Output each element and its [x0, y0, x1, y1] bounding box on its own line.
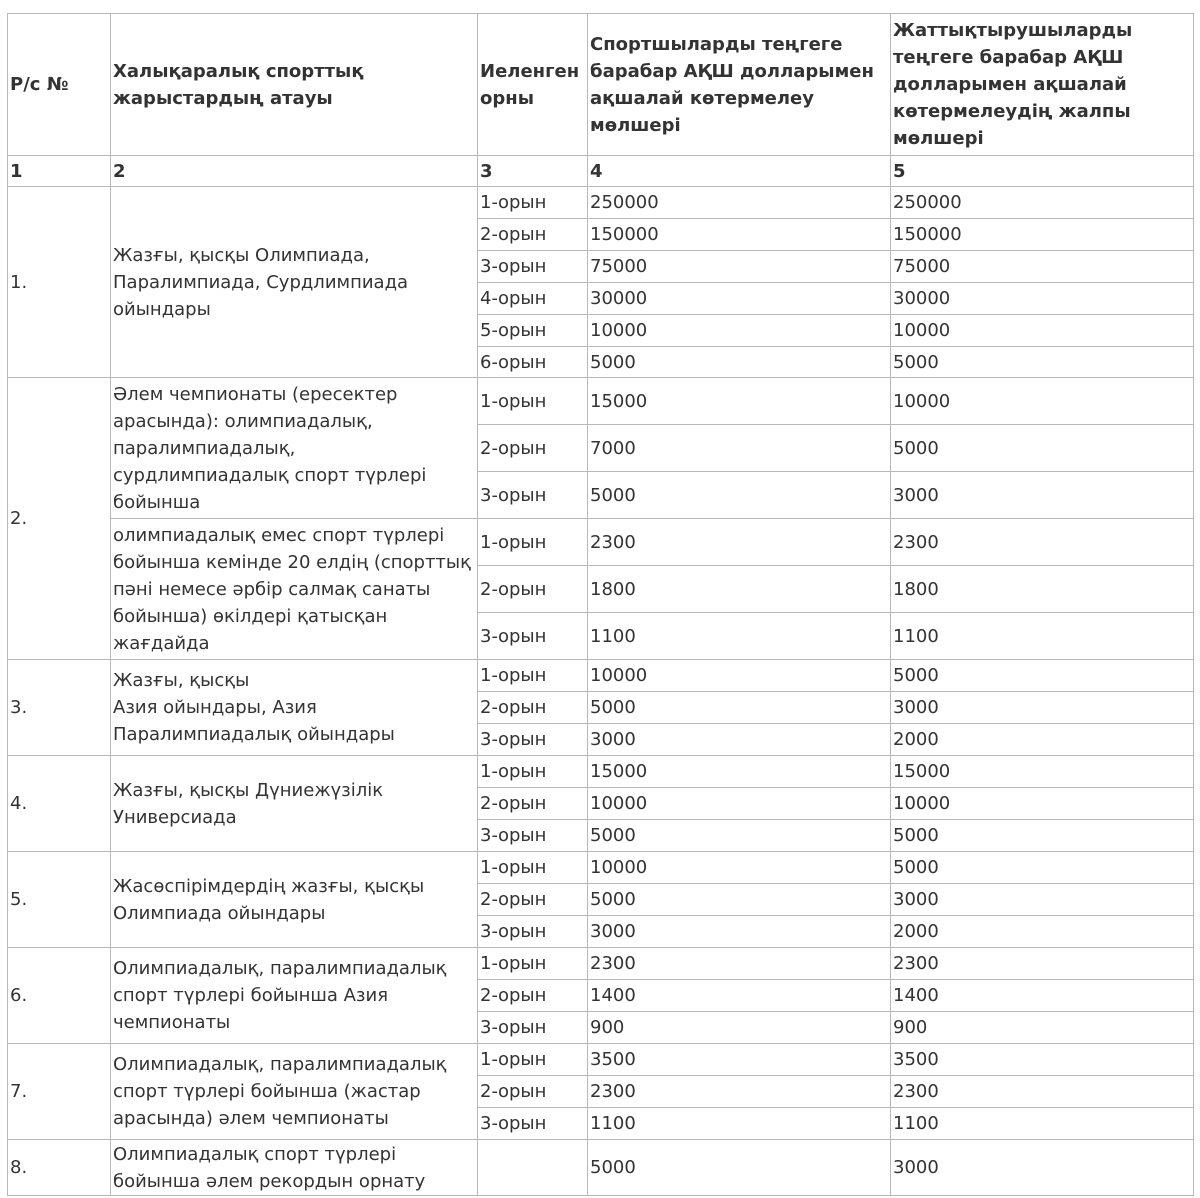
column-number: 1 — [8, 156, 111, 187]
athlete-award-cell: 1400 — [588, 980, 891, 1012]
coach-award-cell: 2300 — [891, 948, 1194, 980]
coach-award-cell: 1400 — [891, 980, 1194, 1012]
table-row — [8, 1140, 1194, 1196]
row-number: 8. — [8, 1140, 111, 1196]
row-number: 5. — [8, 852, 111, 948]
athlete-award-cell: 3000 — [588, 724, 891, 756]
athlete-award-cell: 5000 — [588, 884, 891, 916]
place-cell: 1-орын — [478, 660, 588, 692]
competition-name: Жазғы, қысқы Дүниежүзілік Универсиада — [111, 756, 478, 852]
athlete-award-cell: 250000 — [588, 187, 891, 219]
column-number: 3 — [478, 156, 588, 187]
place-cell: 1-орын — [478, 852, 588, 884]
coach-award-cell: 1100 — [891, 1108, 1194, 1140]
place-cell: 2-орын — [478, 219, 588, 251]
header-athlete-award: Спортшыларды теңгеге барабар АҚШ долларымен ақшалай көтермелеу мөлшері — [588, 14, 891, 156]
place-cell: 3-орын — [478, 613, 588, 660]
competition-name: Жазғы, қысқы Азия ойындары, Азия Паралимпиадалық ойындары — [111, 660, 478, 756]
column-number: 5 — [891, 156, 1194, 187]
athlete-award-cell: 1800 — [588, 566, 891, 613]
coach-award-cell: 250000 — [891, 187, 1194, 219]
coach-award-cell: 1800 — [891, 566, 1194, 613]
athlete-award-cell: 2300 — [588, 1076, 891, 1108]
athlete-award-cell: 15000 — [588, 378, 891, 425]
coach-award-cell: 150000 — [891, 219, 1194, 251]
row-number: 1. — [8, 187, 111, 378]
row-number: 4. — [8, 756, 111, 852]
table-body — [8, 187, 1194, 1196]
coach-award-cell: 75000 — [891, 251, 1194, 283]
athlete-award-cell: 30000 — [588, 283, 891, 315]
competition-name: Әлем чемпионаты (ересектер арасында): олимпиадалық, паралимпиадалық, сурдлимпиадалық спорт түрлері бойынша — [111, 378, 478, 519]
table-row — [8, 756, 1194, 788]
athlete-award-cell: 75000 — [588, 251, 891, 283]
place-cell: 3-орын — [478, 916, 588, 948]
place-cell: 1-орын — [478, 187, 588, 219]
awards-table — [7, 13, 1194, 1196]
coach-award-cell: 10000 — [891, 788, 1194, 820]
athlete-award-cell: 1100 — [588, 1108, 891, 1140]
athlete-award-cell: 5000 — [588, 692, 891, 724]
competition-name: олимпиадалық емес спорт түрлері бойынша кемінде 20 елдің (спорттық пәні немесе әрбір салмақ санаты бойынша) өкілдері қатысқан жағдайда — [111, 519, 478, 660]
athlete-award-cell: 150000 — [588, 219, 891, 251]
athlete-award-cell: 1100 — [588, 613, 891, 660]
place-cell: 2-орын — [478, 980, 588, 1012]
athlete-award-cell: 7000 — [588, 425, 891, 472]
table-row — [8, 519, 1194, 566]
header-row — [8, 14, 1194, 156]
table-row — [8, 187, 1194, 219]
athlete-award-cell: 5000 — [588, 347, 891, 378]
coach-award-cell: 5000 — [891, 347, 1194, 378]
athlete-award-cell: 3500 — [588, 1044, 891, 1076]
header-place: Иеленген орны — [478, 14, 588, 156]
athlete-award-cell: 10000 — [588, 788, 891, 820]
row-number: 7. — [8, 1044, 111, 1140]
coach-award-cell: 3000 — [891, 692, 1194, 724]
table-row — [8, 948, 1194, 980]
coach-award-cell: 900 — [891, 1012, 1194, 1044]
place-cell: 2-орын — [478, 566, 588, 613]
athlete-award-cell: 10000 — [588, 315, 891, 347]
competition-name: Жазғы, қысқы Олимпиада, Паралимпиада, Сурдлимпиада ойындары — [111, 187, 478, 378]
place-cell: 3-орын — [478, 251, 588, 283]
place-cell — [478, 1140, 588, 1196]
place-cell: 4-орын — [478, 283, 588, 315]
table-row — [8, 660, 1194, 692]
place-cell: 1-орын — [478, 519, 588, 566]
place-cell: 2-орын — [478, 884, 588, 916]
coach-award-cell: 10000 — [891, 315, 1194, 347]
coach-award-cell: 5000 — [891, 820, 1194, 852]
place-cell: 2-орын — [478, 788, 588, 820]
place-cell: 1-орын — [478, 948, 588, 980]
athlete-award-cell: 2300 — [588, 519, 891, 566]
athlete-award-cell: 10000 — [588, 660, 891, 692]
place-cell: 3-орын — [478, 472, 588, 519]
place-cell: 6-орын — [478, 347, 588, 378]
place-cell: 5-орын — [478, 315, 588, 347]
competition-name: Жасөспірімдердің жазғы, қысқы Олимпиада ойындары — [111, 852, 478, 948]
column-number-row — [8, 156, 1194, 187]
athlete-award-cell: 900 — [588, 1012, 891, 1044]
coach-award-cell: 1100 — [891, 613, 1194, 660]
athlete-award-cell: 5000 — [588, 472, 891, 519]
coach-award-cell: 3000 — [891, 884, 1194, 916]
athlete-award-cell: 5000 — [588, 1140, 891, 1196]
header-competition-name: Халықаралық спорттық жарыстардың атауы — [111, 14, 478, 156]
place-cell: 3-орын — [478, 1108, 588, 1140]
table-row — [8, 378, 1194, 425]
competition-name: Олимпиадалық спорт түрлері бойынша әлем рекордын орнату — [111, 1140, 478, 1196]
athlete-award-cell: 10000 — [588, 852, 891, 884]
coach-award-cell: 5000 — [891, 425, 1194, 472]
header-coach-award: Жаттықтырушыларды теңгеге барабар АҚШ долларымен ақшалай көтермелеудің жалпы мөлшері — [891, 14, 1194, 156]
coach-award-cell: 15000 — [891, 756, 1194, 788]
place-cell: 1-орын — [478, 756, 588, 788]
place-cell: 1-орын — [478, 1044, 588, 1076]
coach-award-cell: 2300 — [891, 1076, 1194, 1108]
athlete-award-cell: 3000 — [588, 916, 891, 948]
coach-award-cell: 5000 — [891, 852, 1194, 884]
athlete-award-cell: 15000 — [588, 756, 891, 788]
coach-award-cell: 3500 — [891, 1044, 1194, 1076]
place-cell: 2-орын — [478, 692, 588, 724]
athlete-award-cell: 2300 — [588, 948, 891, 980]
coach-award-cell: 5000 — [891, 660, 1194, 692]
competition-name: Олимпиадалық, паралимпиадалық спорт түрлері бойынша (жастар арасында) әлем чемпионаты — [111, 1044, 478, 1140]
row-number: 6. — [8, 948, 111, 1044]
competition-name: Олимпиадалық, паралимпиадалық спорт түрлері бойынша Азия чемпионаты — [111, 948, 478, 1044]
coach-award-cell: 3000 — [891, 1140, 1194, 1196]
table-row — [8, 1044, 1194, 1076]
row-number: 2. — [8, 378, 111, 660]
place-cell: 2-орын — [478, 1076, 588, 1108]
coach-award-cell: 3000 — [891, 472, 1194, 519]
place-cell: 3-орын — [478, 820, 588, 852]
coach-award-cell: 2000 — [891, 916, 1194, 948]
column-number: 2 — [111, 156, 478, 187]
table-row — [8, 852, 1194, 884]
header-number: Р/с № — [8, 14, 111, 156]
coach-award-cell: 2000 — [891, 724, 1194, 756]
place-cell: 3-орын — [478, 1012, 588, 1044]
column-number: 4 — [588, 156, 891, 187]
row-number: 3. — [8, 660, 111, 756]
coach-award-cell: 10000 — [891, 378, 1194, 425]
athlete-award-cell: 5000 — [588, 820, 891, 852]
place-cell: 2-орын — [478, 425, 588, 472]
place-cell: 3-орын — [478, 724, 588, 756]
place-cell: 1-орын — [478, 378, 588, 425]
coach-award-cell: 30000 — [891, 283, 1194, 315]
coach-award-cell: 2300 — [891, 519, 1194, 566]
